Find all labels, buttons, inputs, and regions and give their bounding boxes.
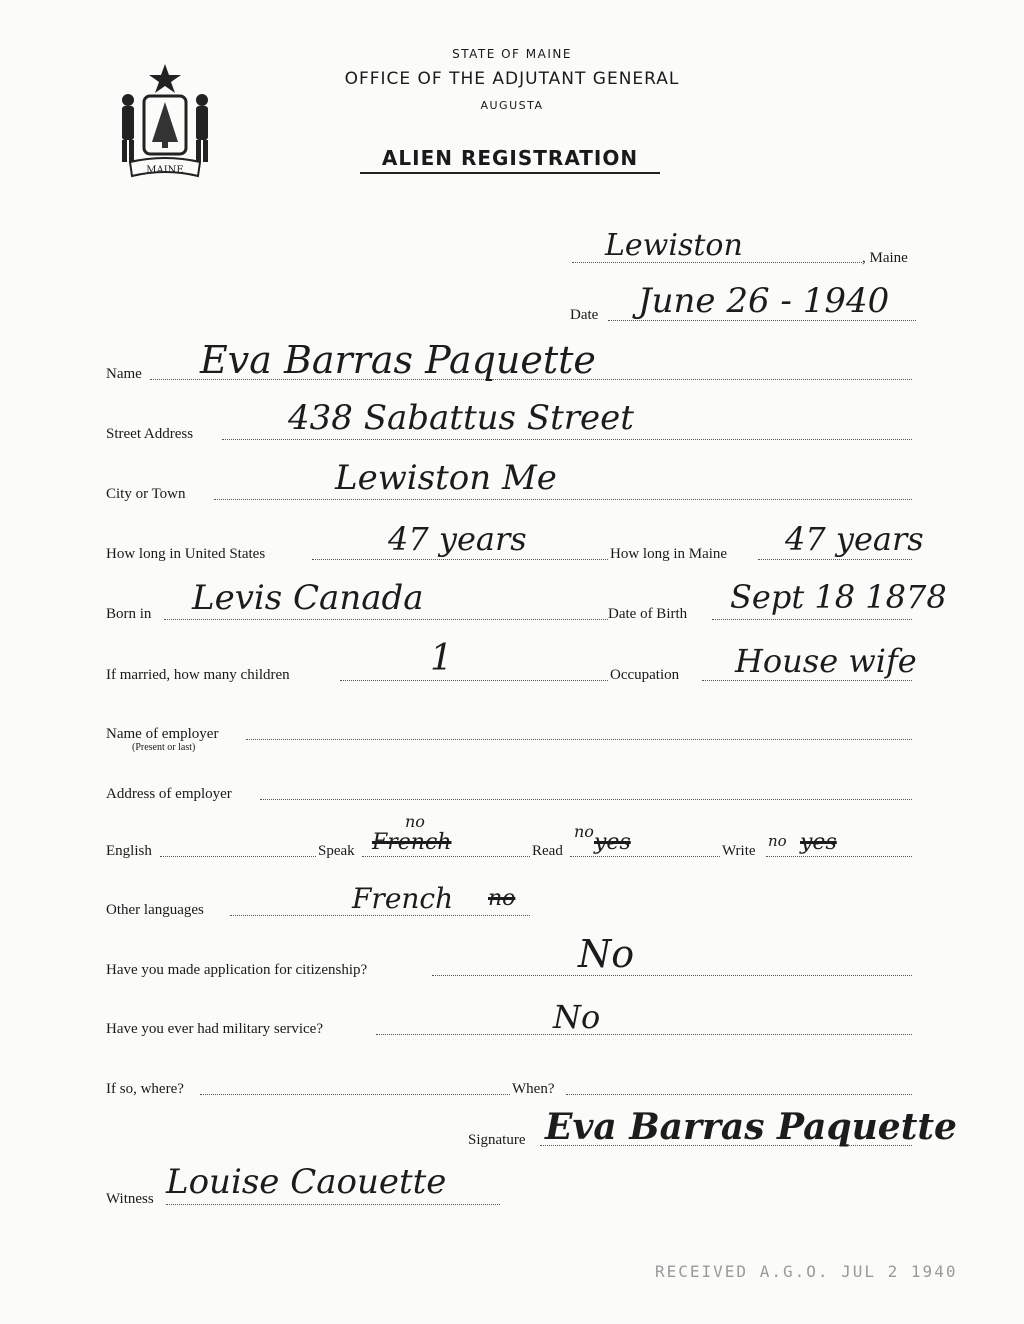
speak-struck-value: French bbox=[372, 830, 452, 855]
write-label: Write bbox=[722, 843, 756, 859]
where-label: If so, where? bbox=[106, 1081, 184, 1097]
when-line[interactable] bbox=[566, 1094, 912, 1095]
write-struck-value: yes bbox=[800, 830, 837, 855]
date-of-birth-label: Date of Birth bbox=[608, 606, 688, 622]
speak-line bbox=[362, 856, 530, 857]
witness-label: Witness bbox=[106, 1191, 154, 1207]
office-heading: OFFICE OF THE ADJUTANT GENERAL bbox=[344, 69, 680, 89]
occupation-value[interactable]: House wife bbox=[735, 642, 917, 680]
name-label: Name bbox=[106, 366, 142, 382]
employer-address-label: Address of employer bbox=[106, 786, 232, 802]
where-line[interactable] bbox=[200, 1094, 510, 1095]
street-value[interactable]: 438 Sabattus Street bbox=[288, 398, 634, 438]
other-languages-value[interactable]: French bbox=[352, 882, 454, 915]
other-languages-line bbox=[230, 915, 530, 916]
employer-name-line[interactable] bbox=[246, 739, 912, 740]
street-line bbox=[222, 439, 912, 440]
seal-motto: MAINE bbox=[146, 165, 184, 176]
write-value[interactable]: no bbox=[768, 832, 787, 850]
occupation-line bbox=[702, 680, 912, 681]
how-long-maine-label: How long in Maine bbox=[610, 546, 728, 562]
state-seal-icon bbox=[110, 62, 220, 184]
street-label: Street Address bbox=[106, 426, 194, 442]
children-value[interactable]: 1 bbox=[430, 638, 453, 679]
date-of-birth-value[interactable]: Sept 18 1878 bbox=[730, 578, 947, 616]
employer-name-label: Name of employer bbox=[106, 726, 219, 742]
date-label: Date bbox=[570, 307, 599, 323]
maine-label: , Maine bbox=[862, 250, 908, 266]
read-label: Read bbox=[532, 843, 563, 859]
form-title: ALIEN REGISTRATION bbox=[360, 146, 660, 174]
citizenship-label: Have you made application for citizenship? bbox=[106, 962, 368, 978]
how-long-us-value[interactable]: 47 years bbox=[388, 520, 527, 558]
witness-value[interactable]: Louise Caouette bbox=[166, 1162, 447, 1202]
city-value[interactable]: Lewiston Me bbox=[335, 458, 557, 498]
speak-value[interactable]: no bbox=[405, 812, 425, 831]
city-label: City or Town bbox=[106, 486, 186, 502]
born-in-line bbox=[164, 619, 608, 620]
english-label: English bbox=[106, 843, 152, 859]
english-line bbox=[160, 856, 316, 857]
citizenship-value[interactable]: No bbox=[578, 932, 635, 976]
signature-label: Signature bbox=[468, 1132, 526, 1148]
read-line bbox=[570, 856, 720, 857]
signature-value[interactable]: Eva Barras Paquette bbox=[545, 1106, 957, 1148]
write-line bbox=[766, 856, 912, 857]
name-value[interactable]: Eva Barras Paquette bbox=[200, 338, 596, 382]
employer-address-line[interactable] bbox=[260, 799, 912, 800]
children-label: If married, how many children bbox=[106, 667, 290, 683]
speak-label: Speak bbox=[318, 843, 355, 859]
children-line bbox=[340, 680, 608, 681]
other-languages-struck-value: no bbox=[488, 886, 516, 911]
how-long-us-line bbox=[312, 559, 608, 560]
employer-note: (Present or last) bbox=[132, 742, 196, 753]
military-line bbox=[376, 1034, 912, 1035]
other-languages-label: Other languages bbox=[106, 902, 204, 918]
born-in-label: Born in bbox=[106, 606, 152, 622]
date-of-birth-line bbox=[712, 619, 912, 620]
city-line bbox=[214, 499, 912, 500]
received-stamp: RECEIVED A.G.O. JUL 2 1940 bbox=[655, 1262, 958, 1281]
read-value[interactable]: no bbox=[574, 822, 594, 841]
state-heading: STATE OF MAINE bbox=[452, 47, 572, 61]
date-value[interactable]: June 26 - 1940 bbox=[638, 281, 890, 321]
how-long-maine-value[interactable]: 47 years bbox=[785, 520, 924, 558]
born-in-value[interactable]: Levis Canada bbox=[192, 578, 424, 618]
occupation-label: Occupation bbox=[610, 667, 680, 683]
how-long-maine-line bbox=[758, 559, 912, 560]
read-struck-value: yes bbox=[594, 830, 631, 855]
witness-line bbox=[166, 1204, 500, 1205]
city-heading: AUGUSTA bbox=[480, 99, 544, 112]
citizenship-line bbox=[432, 975, 912, 976]
how-long-us-label: How long in United States bbox=[106, 546, 266, 562]
military-value[interactable]: No bbox=[553, 998, 601, 1036]
when-label: When? bbox=[512, 1081, 555, 1097]
military-label: Have you ever had military service? bbox=[106, 1021, 323, 1037]
town-value[interactable]: Lewiston bbox=[605, 228, 743, 263]
